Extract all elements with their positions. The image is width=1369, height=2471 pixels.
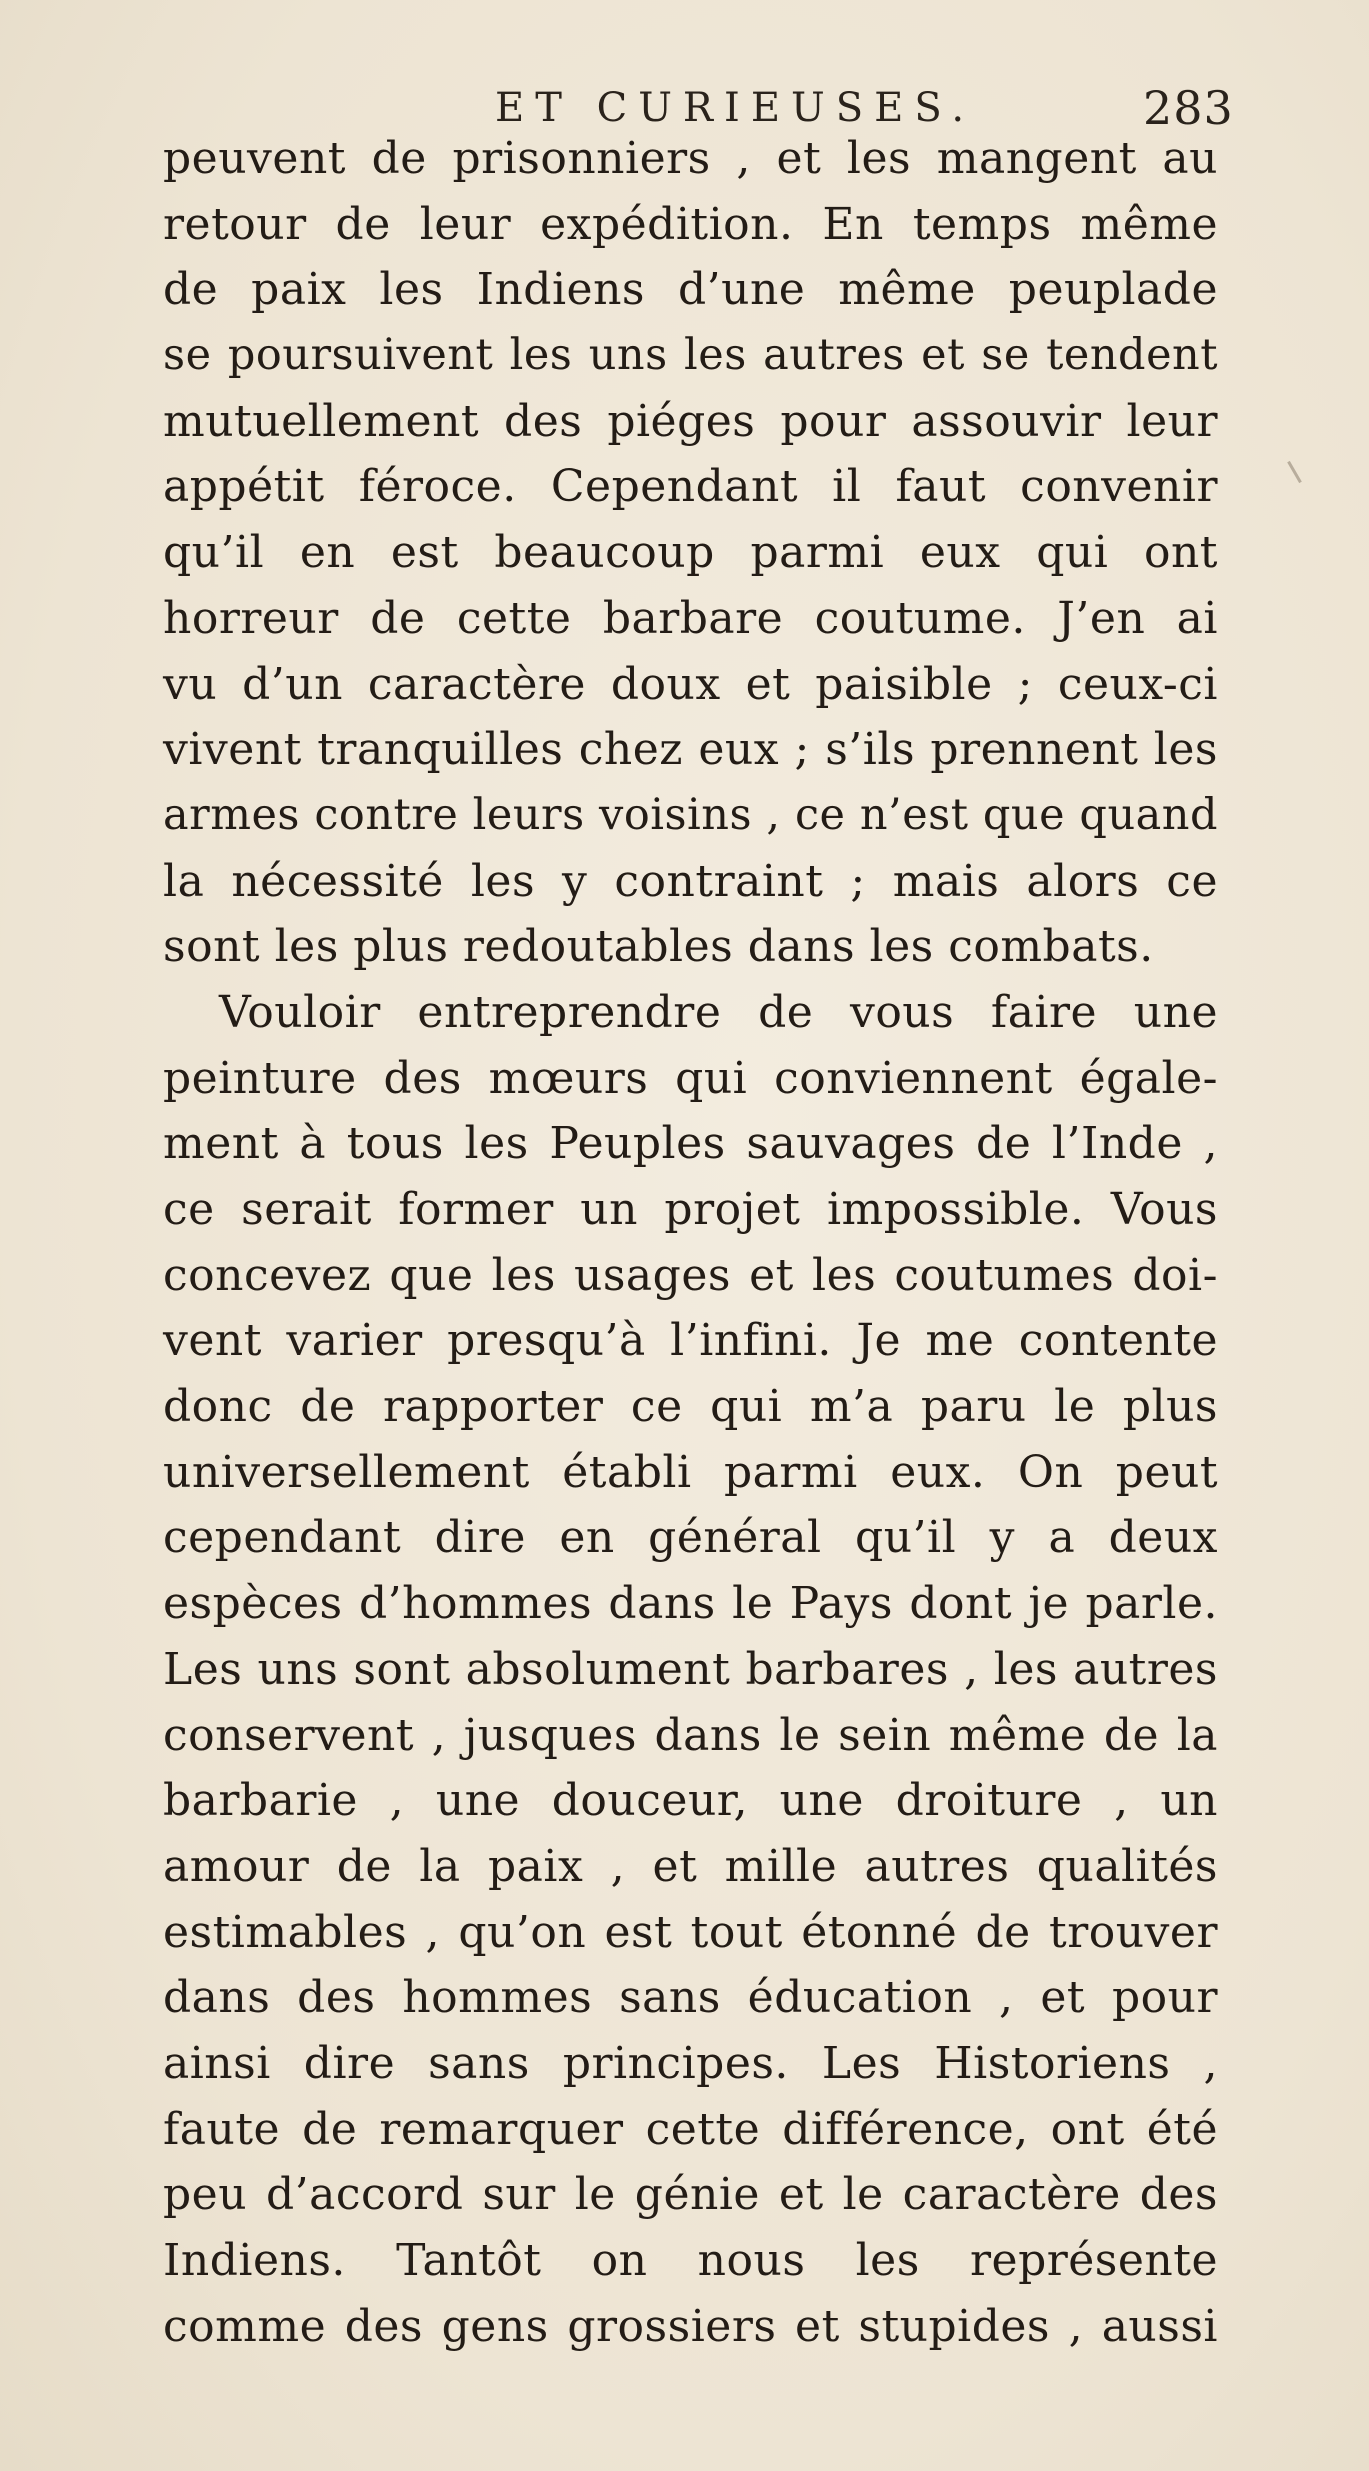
text-line: espèces d’hommes dans le Pays dont je parle. (163, 1578, 1218, 1630)
text-line: retour de leur expédition. En temps même (163, 198, 1218, 250)
text-line: de paix les Indiens d’une même peuplade (163, 264, 1218, 316)
text-line: vu d’un caractère doux et paisible ; ceux-ci (163, 658, 1218, 710)
text-line: mutuellement des piéges pour assouvir leur (163, 395, 1218, 447)
paragraph-end-line: sont les plus redoutables dans les combats. (163, 921, 1154, 973)
text-line: peinture des mœurs qui conviennent égale- (163, 1052, 1218, 1104)
text-line: ment à tous les Peuples sauvages de l’Inde , (163, 1118, 1218, 1170)
text-line: conservent , jusques dans le sein même de la (163, 1709, 1218, 1761)
text-line: peuvent de prisonniers , et les mangent au (163, 133, 1218, 184)
text-line: dans des hommes sans éducation , et pour (163, 1972, 1218, 2024)
text-line: vivent tranquilles chez eux ; s’ils prennent les (163, 724, 1218, 776)
text-line: concevez que les usages et les coutumes doi- (163, 1249, 1218, 1301)
text-line: amour de la paix , et mille autres qualités (163, 1840, 1218, 1892)
text-line: qu’il en est beaucoup parmi eux qui ont (163, 527, 1218, 579)
text-line: estimables , qu’on est tout étonné de trouver (163, 1906, 1218, 1958)
text-line: comme des gens grossiers et stupides , aussi (163, 2300, 1218, 2352)
running-title: ET CURIEUSES. (495, 85, 976, 131)
text-line: se poursuivent les uns les autres et se tendent (163, 330, 1218, 381)
text-line: appétit féroce. Cependant il faut convenir (163, 461, 1218, 513)
text-line: cependant dire en général qu’il y a deux (163, 1512, 1218, 1564)
paper-speck (1287, 461, 1302, 483)
body-text (163, 126, 1218, 2359)
paragraph-start-line: Vouloir entreprendre de vous faire une (219, 986, 1218, 1038)
text-line: ce serait former un projet impossible. Vous (163, 1184, 1218, 1235)
text-line: faute de remarquer cette différence, ont été (163, 2103, 1218, 2155)
text-line: horreur de cette barbare coutume. J’en ai (163, 592, 1218, 644)
text-line: universellement établi parmi eux. On peut (163, 1446, 1218, 1498)
text-line: barbarie , une douceur, une droiture , un (163, 1775, 1218, 1827)
page-number: 283 (1143, 81, 1234, 135)
text-line: peu d’accord sur le génie et le caractère des (163, 2169, 1218, 2221)
text-line: la nécessité les y contraint ; mais alors ce (163, 855, 1218, 907)
text-line: armes contre leurs voisins , ce n’est que quand (163, 789, 1218, 840)
text-line: vent varier presqu’à l’infini. Je me contente (163, 1315, 1218, 1367)
text-line: donc de rapporter ce qui m’a paru le plus (163, 1381, 1218, 1433)
text-line: ainsi dire sans principes. Les Historiens , (163, 2037, 1218, 2089)
text-line: Indiens. Tantôt on nous les représente (163, 2235, 1218, 2286)
text-line: Les uns sont absolument barbares , les autres (163, 1643, 1218, 1695)
